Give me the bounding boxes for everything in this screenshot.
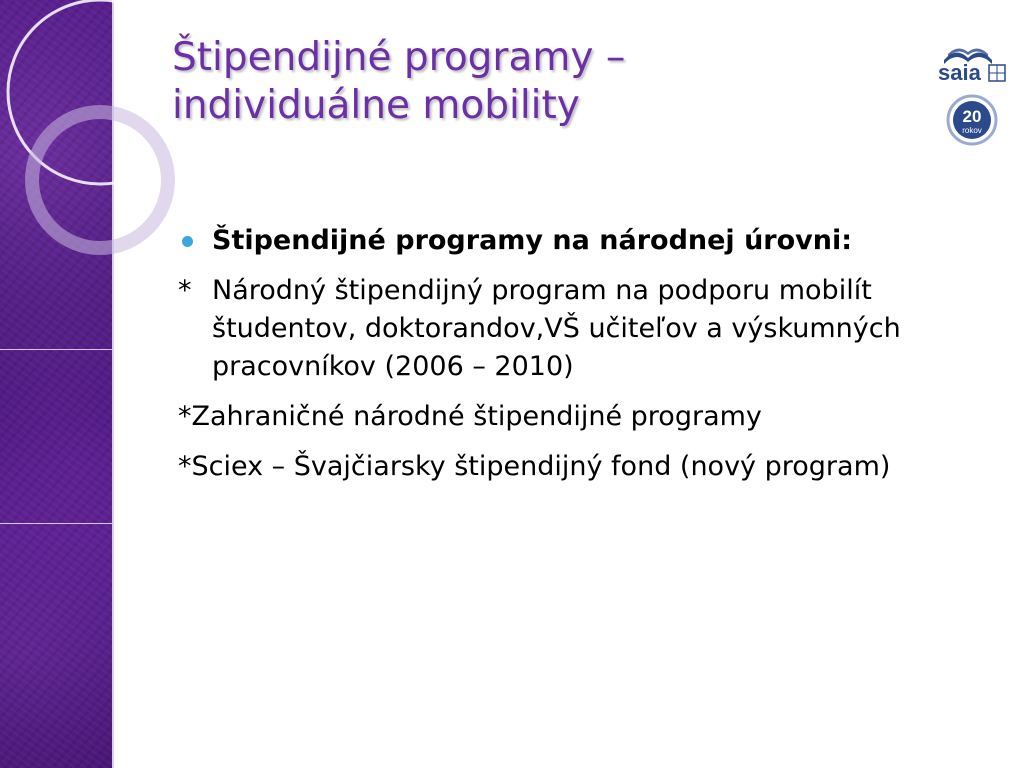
slide-title <box>172 34 872 130</box>
list-item <box>178 398 998 436</box>
list-item-text: Zahraničné národné štipendijné programy <box>191 401 762 432</box>
saia-logo <box>930 40 1010 150</box>
list-item-text: Národný štipendijný program na podporu mobilít študentov, doktorandov,VŠ učiteľov a výskumných pracovníkov (2006 – 2010) <box>212 275 901 382</box>
bullet-item <box>178 222 998 260</box>
star-marker: * <box>178 401 192 432</box>
sk-mark-icon <box>989 65 1005 81</box>
list-item <box>178 272 998 386</box>
saia-wordmark: saia <box>938 60 981 85</box>
badge-number: 20 <box>962 107 982 126</box>
bullet-text: Štipendijné programy na národnej úrovni: <box>212 225 853 256</box>
star-marker: * <box>178 451 192 482</box>
title-line-2: individuálne mobility <box>172 83 580 128</box>
star-marker: * <box>178 275 192 306</box>
list-item <box>178 448 998 486</box>
bullet-dot-icon <box>182 236 193 247</box>
badge-word: rokov <box>962 126 982 135</box>
list-item-text: Sciex – Švajčiarsky štipendijný fond (nový program) <box>191 451 891 482</box>
slide-body <box>178 222 998 498</box>
title-line-1: Štipendijné programy – <box>172 35 626 80</box>
band-divider-line <box>0 523 113 524</box>
band-divider-line <box>0 349 113 350</box>
